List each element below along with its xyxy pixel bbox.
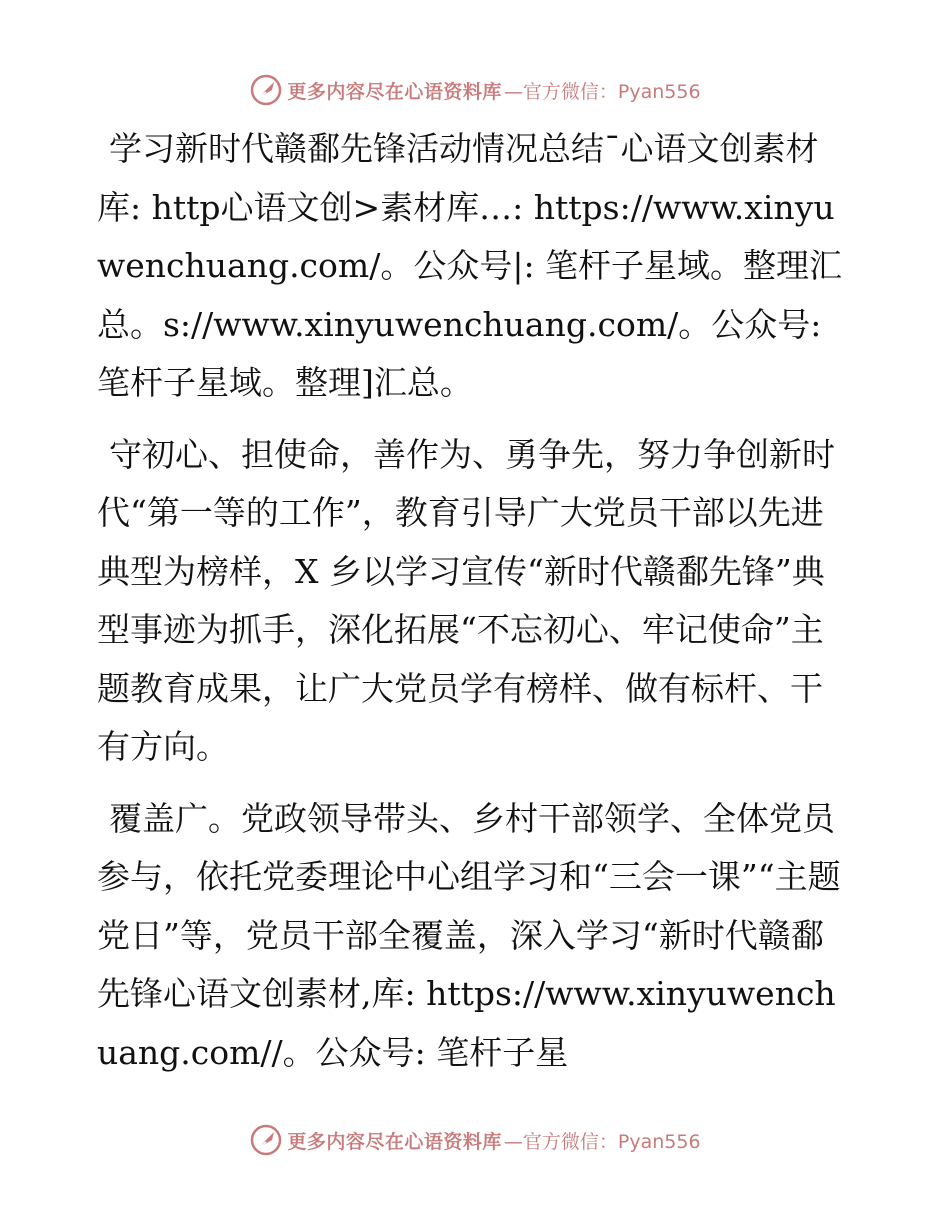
paragraph-overview [97, 426, 853, 777]
quill-logo-icon [249, 73, 283, 107]
paragraph-text: 守初心、担使命，善作为、勇争先，努力争创新时代“第一等的工作”，教育引导广大党员干部以先进典型为榜样，X 乡以学习宣传“新时代赣鄱先锋”典型事迹为抓手，深化拓展“不忘初心、牢记使命”主题教育成果，让广大党员学有榜样、做有标杆、干有方向。 [97, 434, 835, 766]
footer-watermark [0, 1120, 950, 1160]
watermark-sub-text: —官方微信：Pyan556 [503, 80, 701, 103]
watermark-main-text: 更多内容尽在心语资料库 [287, 80, 502, 103]
header-watermark [0, 70, 950, 110]
paragraph-title-intro [97, 120, 853, 413]
watermark-main-text: 更多内容尽在心语资料库 [287, 1130, 502, 1153]
paragraph-text: 覆盖广。党政领导带头、乡村干部领学、全体党员参与，依托党委理论中心组学习和“三会一课”“主题党日”等，党员干部全覆盖，深入学习“新时代赣鄱先锋心语文创素材,库: https://www.xinyuwenchuang.com//。公众号: 笔杆子星 [97, 798, 841, 1072]
document-body [97, 120, 853, 1095]
paragraph-coverage [97, 790, 853, 1083]
paragraph-text: 学习新时代赣鄱先锋活动情况总结¯心语文创素材库: http心语文创>素材库…: https://www.xinyuwenchuang.com/。公众号|: 笔杆子星域。整理汇总。s://www.xinyuwenchuang.com/。公众号: 笔杆子星域。整理]汇总。 [97, 129, 843, 402]
quill-logo-icon [249, 1123, 283, 1157]
watermark-sub-text: —官方微信：Pyan556 [503, 1130, 701, 1153]
